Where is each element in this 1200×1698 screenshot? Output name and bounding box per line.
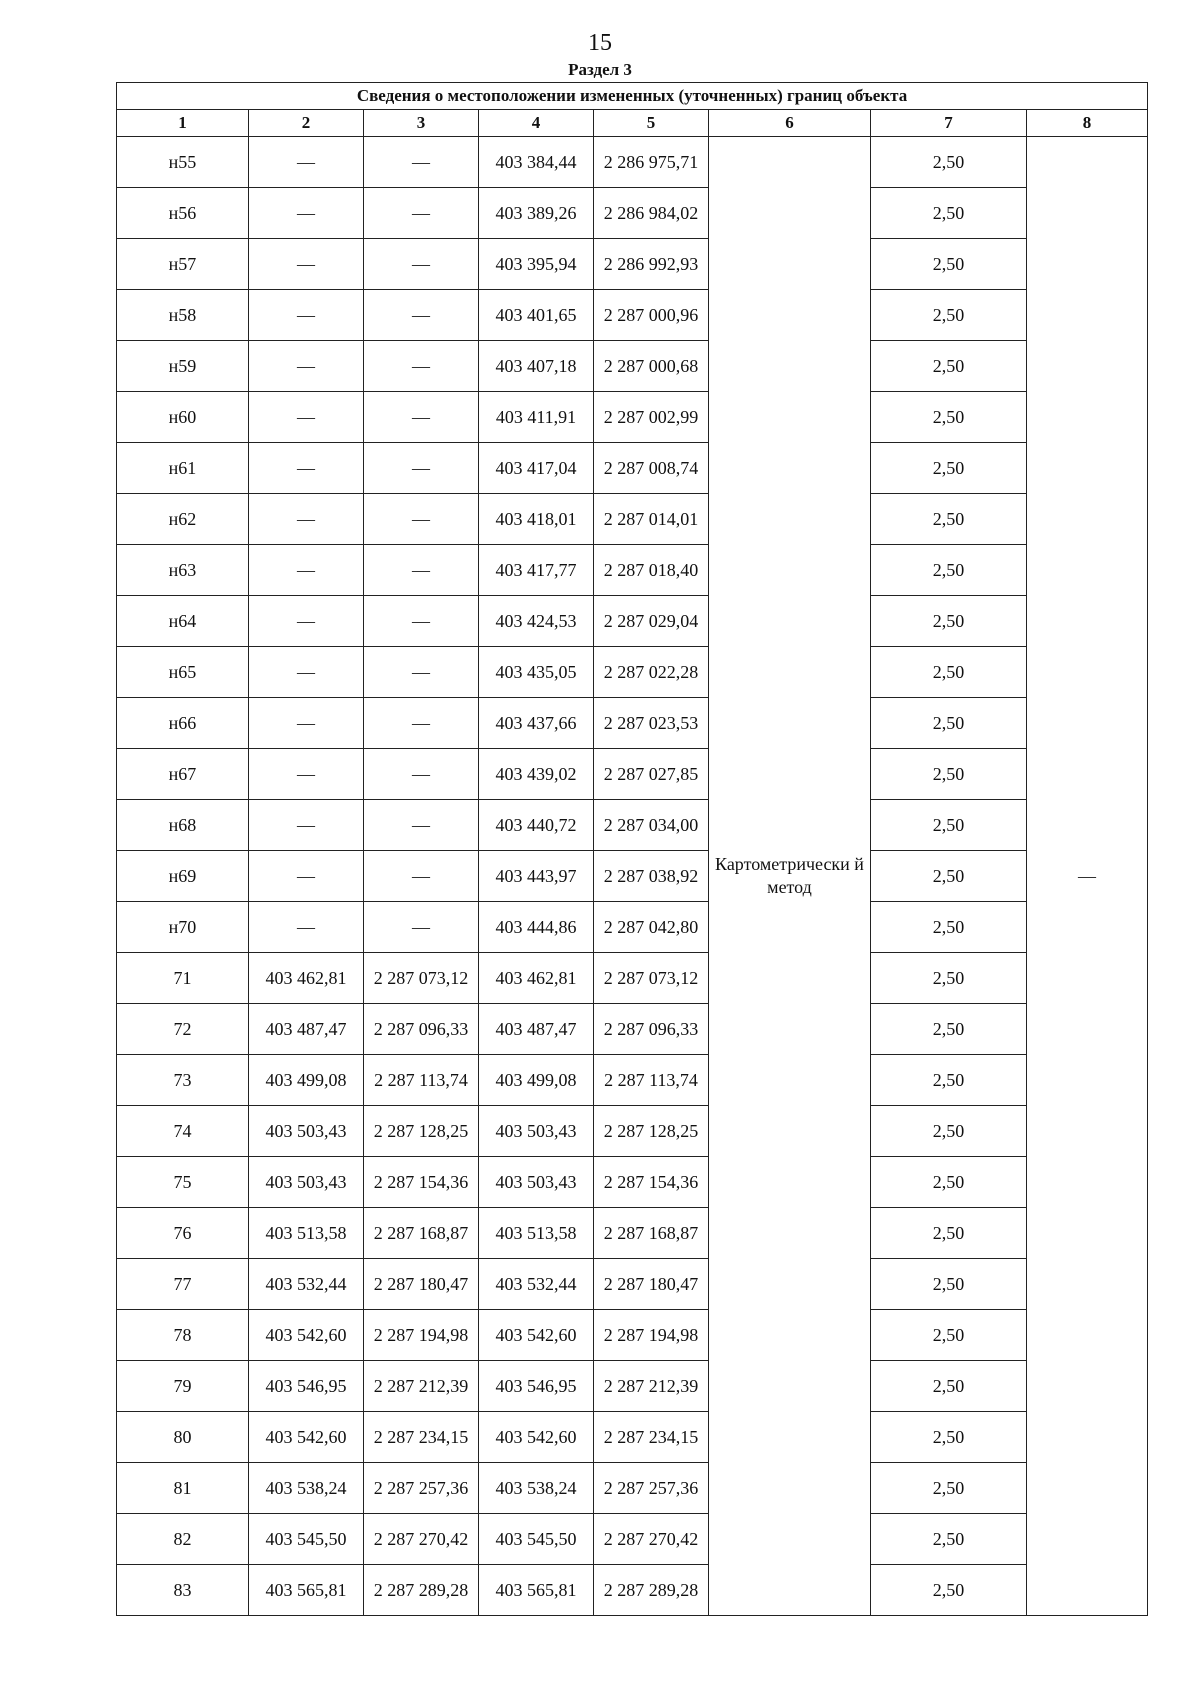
accuracy-cell: 2,50 — [871, 902, 1027, 953]
new-y-cell: 2 287 154,36 — [594, 1157, 709, 1208]
point-number-cell: н55 — [117, 137, 249, 188]
existing-y-cell: 2 287 154,36 — [364, 1157, 479, 1208]
accuracy-cell: 2,50 — [871, 1310, 1027, 1361]
accuracy-cell: 2,50 — [871, 137, 1027, 188]
existing-x-cell: — — [249, 239, 364, 290]
new-y-cell: 2 287 096,33 — [594, 1004, 709, 1055]
existing-x-cell: 403 538,24 — [249, 1463, 364, 1514]
point-number-cell: н69 — [117, 851, 249, 902]
page-number: 15 — [588, 30, 612, 56]
new-x-cell: 403 532,44 — [479, 1259, 594, 1310]
new-x-cell: 403 418,01 — [479, 494, 594, 545]
accuracy-cell: 2,50 — [871, 545, 1027, 596]
new-y-cell: 2 286 992,93 — [594, 239, 709, 290]
point-number-cell: н66 — [117, 698, 249, 749]
table-row — [117, 137, 1148, 188]
existing-x-cell: 403 487,47 — [249, 1004, 364, 1055]
table-row — [117, 341, 1148, 392]
table-row — [117, 851, 1148, 902]
point-number-cell: н62 — [117, 494, 249, 545]
column8-cell: — — [1027, 137, 1148, 1616]
new-x-cell: 403 499,08 — [479, 1055, 594, 1106]
table-row — [117, 647, 1148, 698]
table-row — [117, 749, 1148, 800]
point-number-cell: н65 — [117, 647, 249, 698]
new-x-cell: 403 503,43 — [479, 1106, 594, 1157]
point-number-cell: 81 — [117, 1463, 249, 1514]
existing-x-cell: — — [249, 749, 364, 800]
table-row — [117, 1004, 1148, 1055]
new-x-cell: 403 513,58 — [479, 1208, 594, 1259]
existing-x-cell: — — [249, 290, 364, 341]
existing-y-cell: 2 287 168,87 — [364, 1208, 479, 1259]
accuracy-cell: 2,50 — [871, 1157, 1027, 1208]
existing-x-cell: — — [249, 851, 364, 902]
point-number-cell: 72 — [117, 1004, 249, 1055]
existing-y-cell: — — [364, 800, 479, 851]
point-number-cell: н56 — [117, 188, 249, 239]
point-number-cell: н60 — [117, 392, 249, 443]
new-x-cell: 403 417,04 — [479, 443, 594, 494]
accuracy-cell: 2,50 — [871, 1055, 1027, 1106]
new-y-cell: 2 287 212,39 — [594, 1361, 709, 1412]
new-y-cell: 2 287 002,99 — [594, 392, 709, 443]
existing-x-cell: — — [249, 341, 364, 392]
table-row — [117, 800, 1148, 851]
new-x-cell: 403 395,94 — [479, 239, 594, 290]
new-y-cell: 2 287 042,80 — [594, 902, 709, 953]
table-row — [117, 239, 1148, 290]
accuracy-cell: 2,50 — [871, 443, 1027, 494]
new-x-cell: 403 545,50 — [479, 1514, 594, 1565]
existing-y-cell: 2 287 257,36 — [364, 1463, 479, 1514]
new-y-cell: 2 287 027,85 — [594, 749, 709, 800]
accuracy-cell: 2,50 — [871, 290, 1027, 341]
existing-y-cell: 2 287 180,47 — [364, 1259, 479, 1310]
accuracy-cell: 2,50 — [871, 1463, 1027, 1514]
table-row — [117, 1157, 1148, 1208]
existing-y-cell: 2 287 194,98 — [364, 1310, 479, 1361]
point-number-cell: 80 — [117, 1412, 249, 1463]
accuracy-cell: 2,50 — [871, 1259, 1027, 1310]
point-number-cell: 74 — [117, 1106, 249, 1157]
new-y-cell: 2 287 128,25 — [594, 1106, 709, 1157]
new-y-cell: 2 287 180,47 — [594, 1259, 709, 1310]
table-body — [117, 137, 1148, 1616]
accuracy-cell: 2,50 — [871, 494, 1027, 545]
existing-y-cell: — — [364, 647, 479, 698]
table-row — [117, 1208, 1148, 1259]
table-row — [117, 1361, 1148, 1412]
point-number-cell: 73 — [117, 1055, 249, 1106]
existing-x-cell: 403 462,81 — [249, 953, 364, 1004]
table-row — [117, 596, 1148, 647]
existing-y-cell: 2 287 289,28 — [364, 1565, 479, 1616]
existing-x-cell: 403 532,44 — [249, 1259, 364, 1310]
new-y-cell: 2 287 022,28 — [594, 647, 709, 698]
existing-y-cell: — — [364, 698, 479, 749]
point-number-cell: н67 — [117, 749, 249, 800]
existing-x-cell: — — [249, 392, 364, 443]
point-number-cell: н58 — [117, 290, 249, 341]
existing-x-cell: — — [249, 902, 364, 953]
new-y-cell: 2 287 023,53 — [594, 698, 709, 749]
point-number-cell: 78 — [117, 1310, 249, 1361]
table-row — [117, 443, 1148, 494]
new-y-cell: 2 287 234,15 — [594, 1412, 709, 1463]
new-y-cell: 2 287 113,74 — [594, 1055, 709, 1106]
table-row — [117, 188, 1148, 239]
new-x-cell: 403 443,97 — [479, 851, 594, 902]
accuracy-cell: 2,50 — [871, 749, 1027, 800]
accuracy-cell: 2,50 — [871, 1361, 1027, 1412]
existing-y-cell: 2 287 096,33 — [364, 1004, 479, 1055]
new-y-cell: 2 287 289,28 — [594, 1565, 709, 1616]
existing-x-cell: 403 545,50 — [249, 1514, 364, 1565]
accuracy-cell: 2,50 — [871, 800, 1027, 851]
new-y-cell: 2 287 194,98 — [594, 1310, 709, 1361]
new-y-cell: 2 287 270,42 — [594, 1514, 709, 1565]
existing-y-cell: — — [364, 851, 479, 902]
table-caption: Сведения о местоположении измененных (уточненных) границ объекта — [117, 83, 1148, 110]
table-row — [117, 1565, 1148, 1616]
new-x-cell: 403 384,44 — [479, 137, 594, 188]
existing-y-cell: — — [364, 341, 479, 392]
existing-x-cell: — — [249, 596, 364, 647]
existing-x-cell: — — [249, 698, 364, 749]
new-y-cell: 2 287 257,36 — [594, 1463, 709, 1514]
boundary-coordinates-table — [116, 82, 1148, 1616]
point-number-cell: 82 — [117, 1514, 249, 1565]
existing-y-cell: — — [364, 188, 479, 239]
table-row — [117, 698, 1148, 749]
table-row — [117, 290, 1148, 341]
new-x-cell: 403 424,53 — [479, 596, 594, 647]
accuracy-cell: 2,50 — [871, 188, 1027, 239]
existing-x-cell: 403 513,58 — [249, 1208, 364, 1259]
accuracy-cell: 2,50 — [871, 1208, 1027, 1259]
table-row — [117, 392, 1148, 443]
existing-y-cell: 2 287 212,39 — [364, 1361, 479, 1412]
new-x-cell: 403 538,24 — [479, 1463, 594, 1514]
point-number-cell: н70 — [117, 902, 249, 953]
existing-y-cell: 2 287 270,42 — [364, 1514, 479, 1565]
existing-y-cell: 2 287 113,74 — [364, 1055, 479, 1106]
existing-y-cell: — — [364, 290, 479, 341]
table-row — [117, 953, 1148, 1004]
existing-x-cell: — — [249, 137, 364, 188]
new-x-cell: 403 439,02 — [479, 749, 594, 800]
column-number-header: 1 — [117, 110, 249, 137]
accuracy-cell: 2,50 — [871, 851, 1027, 902]
point-number-cell: 76 — [117, 1208, 249, 1259]
existing-x-cell: — — [249, 494, 364, 545]
new-y-cell: 2 287 000,68 — [594, 341, 709, 392]
accuracy-cell: 2,50 — [871, 953, 1027, 1004]
new-x-cell: 403 417,77 — [479, 545, 594, 596]
existing-x-cell: 403 546,95 — [249, 1361, 364, 1412]
accuracy-cell: 2,50 — [871, 698, 1027, 749]
new-y-cell: 2 287 008,74 — [594, 443, 709, 494]
accuracy-cell: 2,50 — [871, 647, 1027, 698]
table-row — [117, 1514, 1148, 1565]
existing-y-cell: — — [364, 392, 479, 443]
column-number-header: 8 — [1027, 110, 1148, 137]
column-number-header: 4 — [479, 110, 594, 137]
table-row — [117, 1463, 1148, 1514]
point-number-cell: н57 — [117, 239, 249, 290]
point-number-cell: н61 — [117, 443, 249, 494]
new-y-cell: 2 286 984,02 — [594, 188, 709, 239]
existing-y-cell: 2 287 073,12 — [364, 953, 479, 1004]
table-row — [117, 1259, 1148, 1310]
accuracy-cell: 2,50 — [871, 1004, 1027, 1055]
accuracy-cell: 2,50 — [871, 392, 1027, 443]
new-y-cell: 2 287 018,40 — [594, 545, 709, 596]
table-row — [117, 494, 1148, 545]
point-number-cell: н68 — [117, 800, 249, 851]
new-x-cell: 403 542,60 — [479, 1310, 594, 1361]
existing-y-cell: — — [364, 545, 479, 596]
point-number-cell: н64 — [117, 596, 249, 647]
accuracy-cell: 2,50 — [871, 1106, 1027, 1157]
point-number-cell: 71 — [117, 953, 249, 1004]
column-number-header: 2 — [249, 110, 364, 137]
column-number-header: 6 — [709, 110, 871, 137]
method-cell: Картометрически й метод — [709, 137, 871, 1616]
point-number-cell: 75 — [117, 1157, 249, 1208]
existing-x-cell: 403 499,08 — [249, 1055, 364, 1106]
accuracy-cell: 2,50 — [871, 1412, 1027, 1463]
existing-x-cell: — — [249, 647, 364, 698]
accuracy-cell: 2,50 — [871, 239, 1027, 290]
accuracy-cell: 2,50 — [871, 1565, 1027, 1616]
point-number-cell: 79 — [117, 1361, 249, 1412]
new-y-cell: 2 287 029,04 — [594, 596, 709, 647]
existing-x-cell: — — [249, 545, 364, 596]
existing-y-cell: — — [364, 494, 479, 545]
new-y-cell: 2 287 000,96 — [594, 290, 709, 341]
new-x-cell: 403 565,81 — [479, 1565, 594, 1616]
new-x-cell: 403 407,18 — [479, 341, 594, 392]
new-y-cell: 2 287 038,92 — [594, 851, 709, 902]
existing-y-cell: — — [364, 239, 479, 290]
existing-y-cell: — — [364, 137, 479, 188]
section-title: Раздел 3 — [568, 60, 632, 79]
point-number-cell: н59 — [117, 341, 249, 392]
new-y-cell: 2 286 975,71 — [594, 137, 709, 188]
existing-y-cell: 2 287 234,15 — [364, 1412, 479, 1463]
existing-y-cell: — — [364, 443, 479, 494]
existing-y-cell: — — [364, 902, 479, 953]
new-y-cell: 2 287 014,01 — [594, 494, 709, 545]
existing-x-cell: — — [249, 443, 364, 494]
new-x-cell: 403 542,60 — [479, 1412, 594, 1463]
existing-x-cell: 403 503,43 — [249, 1106, 364, 1157]
new-y-cell: 2 287 034,00 — [594, 800, 709, 851]
new-x-cell: 403 503,43 — [479, 1157, 594, 1208]
existing-x-cell: — — [249, 188, 364, 239]
existing-x-cell: — — [249, 800, 364, 851]
new-x-cell: 403 487,47 — [479, 1004, 594, 1055]
point-number-cell: 77 — [117, 1259, 249, 1310]
new-x-cell: 403 437,66 — [479, 698, 594, 749]
table-row — [117, 1055, 1148, 1106]
new-x-cell: 403 401,65 — [479, 290, 594, 341]
new-x-cell: 403 462,81 — [479, 953, 594, 1004]
column-number-header: 3 — [364, 110, 479, 137]
existing-y-cell: — — [364, 596, 479, 647]
table-row — [117, 1412, 1148, 1463]
existing-x-cell: 403 542,60 — [249, 1310, 364, 1361]
new-y-cell: 2 287 073,12 — [594, 953, 709, 1004]
accuracy-cell: 2,50 — [871, 596, 1027, 647]
existing-y-cell: 2 287 128,25 — [364, 1106, 479, 1157]
accuracy-cell: 2,50 — [871, 1514, 1027, 1565]
table-row — [117, 545, 1148, 596]
new-y-cell: 2 287 168,87 — [594, 1208, 709, 1259]
column-number-header: 5 — [594, 110, 709, 137]
accuracy-cell: 2,50 — [871, 341, 1027, 392]
new-x-cell: 403 440,72 — [479, 800, 594, 851]
table-row — [117, 1310, 1148, 1361]
existing-x-cell: 403 542,60 — [249, 1412, 364, 1463]
table-row — [117, 902, 1148, 953]
new-x-cell: 403 435,05 — [479, 647, 594, 698]
point-number-cell: н63 — [117, 545, 249, 596]
new-x-cell: 403 411,91 — [479, 392, 594, 443]
point-number-cell: 83 — [117, 1565, 249, 1616]
existing-x-cell: 403 565,81 — [249, 1565, 364, 1616]
new-x-cell: 403 389,26 — [479, 188, 594, 239]
existing-y-cell: — — [364, 749, 479, 800]
new-x-cell: 403 546,95 — [479, 1361, 594, 1412]
column-number-header: 7 — [871, 110, 1027, 137]
new-x-cell: 403 444,86 — [479, 902, 594, 953]
existing-x-cell: 403 503,43 — [249, 1157, 364, 1208]
table-row — [117, 1106, 1148, 1157]
